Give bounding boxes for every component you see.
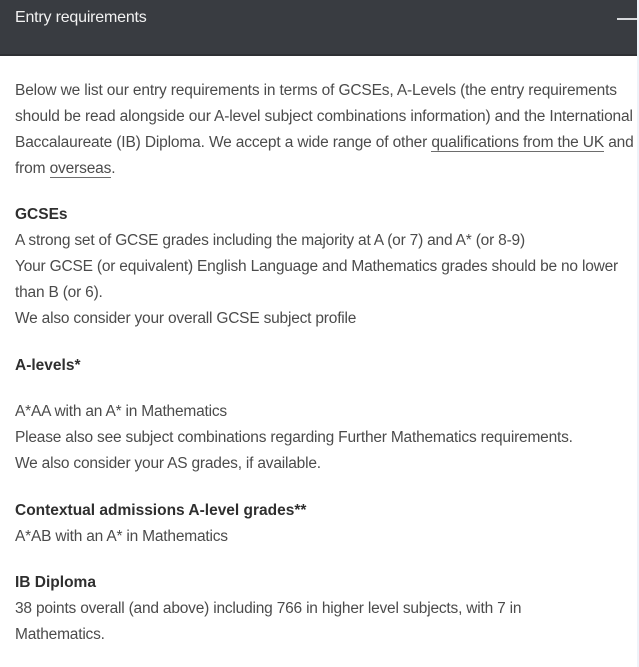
- gcse-line: A strong set of GCSE grades including the majority at A (or 7) and A* (or 8-9): [15, 232, 525, 249]
- spacer: [15, 379, 635, 399]
- gcse-section: [15, 202, 635, 332]
- accordion-content: [15, 78, 635, 648]
- ib-heading: IB Diploma: [15, 574, 96, 591]
- accordion-header[interactable]: [0, 0, 637, 56]
- contextual-heading: Contextual admissions A-level grades**: [15, 502, 307, 519]
- alevels-line: We also consider your AS grades, if available.: [15, 455, 321, 472]
- contextual-section: [15, 498, 635, 550]
- minus-icon[interactable]: [617, 18, 637, 20]
- alevels-line: A*AA with an A* in Mathematics: [15, 403, 227, 420]
- intro-text-end: .: [111, 160, 116, 177]
- alevels-line: Please also see subject combinations regarding Further Mathematics requirements.: [15, 429, 573, 446]
- intro-text: Below we list our entry requirements in terms of GCSEs, A-Levels (the entry requirements should be read alongside our A-level subject combinations information) and the International Baccalaureate (IB) Diploma. We accept a wide range of other: [15, 82, 633, 151]
- intro-text-between: and from: [15, 134, 634, 177]
- alevels-section: [15, 353, 635, 477]
- gcse-line: Your GCSE (or equivalent) English Language and Mathematics grades should be no lower than B (or 6).: [15, 258, 619, 301]
- ib-line: 38 points overall (and above) including 766 in higher level subjects, with 7 in Mathematics.: [15, 600, 522, 643]
- accordion-title: Entry requirements: [15, 9, 147, 26]
- gcse-heading: GCSEs: [15, 206, 68, 223]
- intro-paragraph: [15, 78, 635, 182]
- gcse-line: We also consider your overall GCSE subject profile: [15, 310, 357, 327]
- uk-qualifications-link[interactable]: qualifications from the UK: [431, 134, 605, 151]
- contextual-line: A*AB with an A* in Mathematics: [15, 528, 228, 545]
- overseas-link[interactable]: overseas: [49, 160, 112, 177]
- alevels-heading: A-levels*: [15, 357, 81, 374]
- ib-section: [15, 570, 635, 648]
